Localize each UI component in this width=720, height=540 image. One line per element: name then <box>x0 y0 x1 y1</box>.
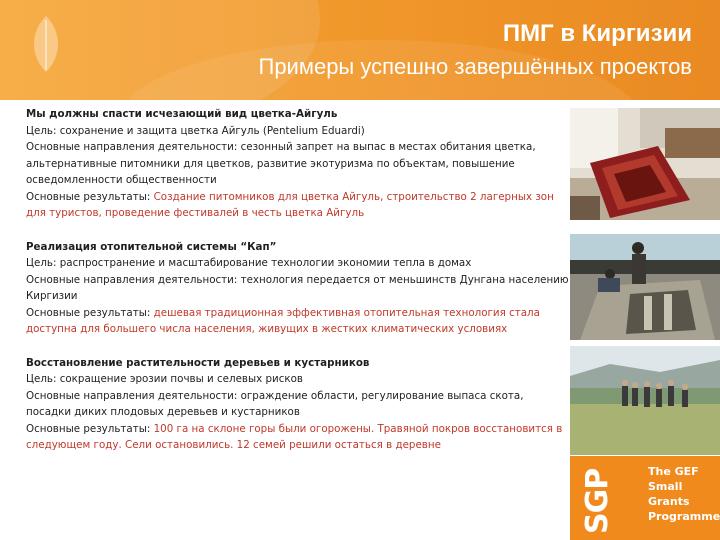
project-heading: Восстановление растительности деревьев и кустарников <box>26 356 370 369</box>
results-value: дешевая традиционная эффективная отопительная технология стала доступна для большего числа населения, живущих в жестких климатических условиях <box>26 306 540 335</box>
project-heading: Реализация отопительной системы “Кап” <box>26 240 277 253</box>
project-results <box>26 189 571 222</box>
project-directions: Основные направления деятельности: ограждение области, регулирование выпаса скота, посадки диких плодовых деревьев и кустарников <box>26 389 524 418</box>
results-label: Основные результаты: <box>26 190 154 203</box>
project-goal: Цель: сохранение и защита цветка Айгуль (Pentelium Eduardi) <box>26 124 365 137</box>
project-section <box>26 239 571 338</box>
sgp-logo <box>570 456 720 540</box>
logo-line: Small Grants <box>648 480 690 508</box>
results-label: Основные результаты: <box>26 306 154 319</box>
project-heading: Мы должны спасти исчезающий вид цветка-Айгуль <box>26 108 338 120</box>
logo-line: The GEF <box>648 465 699 478</box>
slide-header <box>0 0 720 100</box>
project-directions: Основные направления деятельности: технология передается от меньшинств Дунгана населению Киргизии <box>26 273 569 302</box>
project-directions: Основные направления деятельности: сезонный запрет на выпас в местах обитания цветка, альтернативные питомники для цветков, развитие экотуризма по объектам, повышение осведомленности общественности <box>26 141 536 186</box>
sgp-wordmark: SGP <box>580 468 615 534</box>
photo-carpet-room <box>570 108 720 220</box>
project-results <box>26 421 571 454</box>
project-goal: Цель: распространение и масштабирование технологии экономии тепла в домах <box>26 257 472 269</box>
project-section <box>26 355 571 454</box>
logo-line: Programme <box>648 510 720 523</box>
results-value: 100 га на склоне горы были огорожены. Травяной покров восстановится в следующем году. Сели остановились. 12 семей решили остаться в деревне <box>26 422 563 451</box>
project-section <box>26 106 571 222</box>
leaf-icon <box>28 14 64 74</box>
photo-heating-construction <box>570 234 720 340</box>
project-goal: Цель: сокращение эрозии почвы и селевых рисков <box>26 373 303 385</box>
slide-title: ПМГ в Киргизии <box>502 20 692 47</box>
results-value: Создание питомников для цветка Айгуль, строительство 2 лагерных зон для туристов, проведение фестивалей в честь цветка Айгуль <box>26 190 554 219</box>
projects-list <box>26 106 571 471</box>
slide-subtitle: Примеры успешно завершённых проектов <box>258 54 692 79</box>
results-label: Основные результаты: <box>26 422 154 435</box>
project-results <box>26 305 571 338</box>
photo-hillside-group <box>570 346 720 455</box>
logo-caption <box>648 464 718 524</box>
